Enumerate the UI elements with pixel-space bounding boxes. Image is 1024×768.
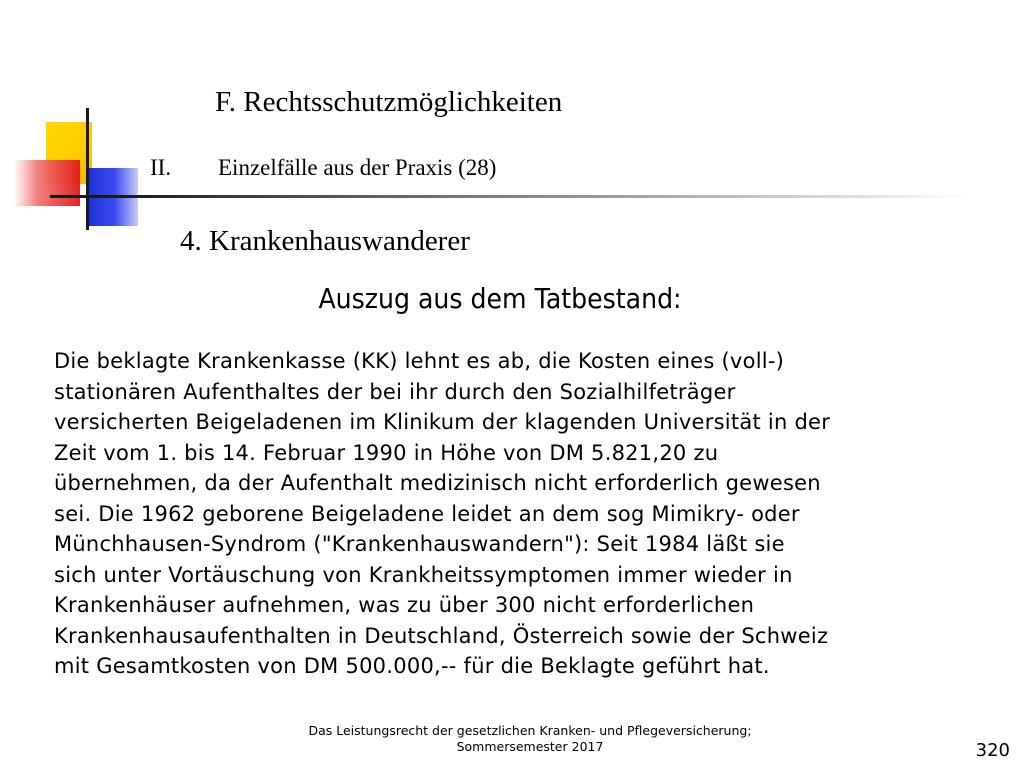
title-divider-line xyxy=(50,195,970,198)
body-line: übernehmen, da der Aufenthalt medizinisch nicht erforderlich gewesen xyxy=(54,471,821,495)
body-line: Zeit vom 1. bis 14. Februar 1990 in Höhe von DM 5.821,20 zu xyxy=(54,440,719,465)
body-line: Münchhausen-Syndrom ("Krankenhauswandern"): Seit 1984 läßt sie xyxy=(54,532,785,556)
subtitle-number: II. xyxy=(150,155,172,180)
content-heading: Auszug aus dem Tatbestand: xyxy=(318,282,682,315)
body-line: Krankenhausaufenthalten in Deutschland, Österreich sowie der Schweiz xyxy=(54,623,829,648)
body-line: versicherten Beigeladenen im Klinikum der klagenden Universität in der xyxy=(54,410,831,434)
slide-title: F. Rechtsschutzmöglichkeiten xyxy=(215,86,563,118)
footer-line: Das Leistungsrecht der gesetzlichen Kranken- und Pflegeversicherung; xyxy=(308,723,752,738)
body-line: Die beklagte Krankenkasse (KK) lehnt es ab, die Kosten eines (voll-) xyxy=(54,349,785,373)
body-paragraph xyxy=(54,346,1014,682)
logo-red-square xyxy=(14,160,80,206)
footer-line: Sommersemester 2017 xyxy=(456,739,604,754)
body-line: mit Gesamtkosten von DM 500.000,-- für die Beklagte geführt hat. xyxy=(54,654,770,678)
body-line: sich unter Vortäuschung von Krankheitssymptomen immer wieder in xyxy=(54,562,793,587)
section-title: 4. Krankenhauswanderer xyxy=(180,225,470,257)
body-line: sei. Die 1962 geborene Beigeladene leidet an dem sog Mimikry- oder xyxy=(54,501,800,526)
body-line: stationären Aufenthaltes der bei ihr durch den Sozialhilfeträger xyxy=(54,379,736,404)
slide-footer xyxy=(250,723,810,755)
body-line: Krankenhäuser aufnehmen, was zu über 300 nicht erforderlichen xyxy=(54,593,755,617)
page-number: 320 xyxy=(975,740,1010,761)
subtitle-text: Einzelfälle aus der Praxis (28) xyxy=(218,155,497,180)
logo-vertical-line xyxy=(86,108,89,230)
slide-subtitle xyxy=(150,155,496,181)
